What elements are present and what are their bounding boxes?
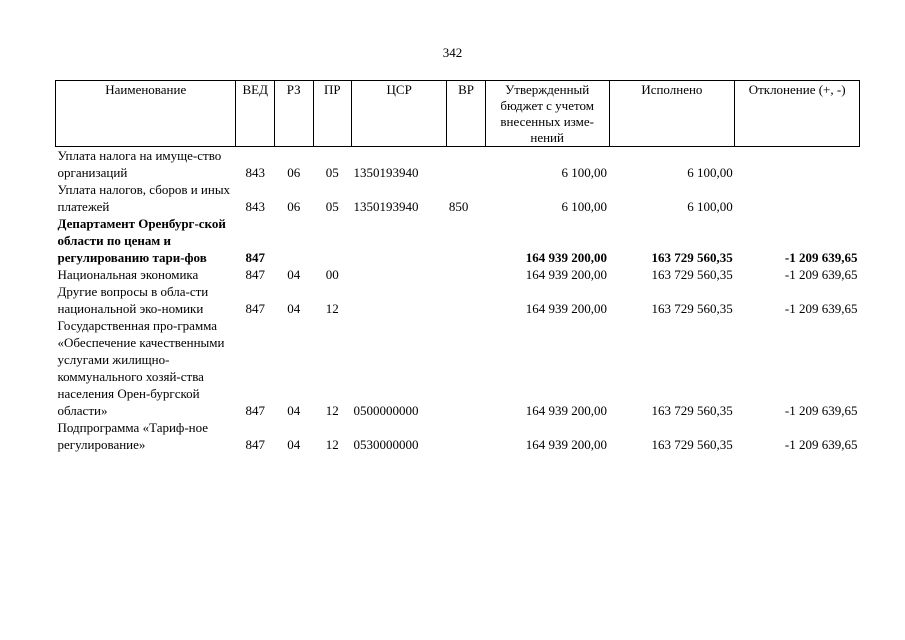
- cell-name: Департамент Оренбург-ской области по ценам и регулированию тари-фов: [57, 216, 226, 265]
- header-deviation: Отклонение (+, -): [735, 81, 860, 147]
- cell-approved: 164 939 200,00: [525, 267, 608, 282]
- cell-name: Другие вопросы в обла-сти национальной эко-номики: [57, 284, 209, 316]
- cell-vr: [447, 266, 486, 283]
- cell-deviation: -1 209 639,65: [784, 403, 858, 418]
- header-approved: Утвержденный бюджет с учетом внесенных изме-нений: [485, 81, 609, 147]
- cell-vr: 850: [448, 199, 469, 214]
- table-row: [56, 266, 860, 283]
- table-row: [56, 419, 860, 453]
- cell-deviation: -1 209 639,65: [784, 267, 858, 282]
- cell-approved: 6 100,00: [561, 165, 608, 180]
- cell-pr: 12: [325, 301, 339, 316]
- cell-rz: 04: [287, 403, 301, 418]
- table-row: [56, 215, 860, 266]
- cell-name: Национальная экономика: [57, 267, 199, 282]
- cell-executed: 163 729 560,35: [651, 437, 733, 452]
- cell-executed: 163 729 560,35: [651, 250, 733, 265]
- cell-name: Уплата налога на имуще-ство организаций: [57, 148, 222, 180]
- cell-csr: [352, 215, 447, 266]
- cell-name: Уплата налогов, сборов и иных платежей: [57, 182, 231, 214]
- cell-deviation: -1 209 639,65: [784, 437, 858, 452]
- cell-name: Государственная про-грамма «Обеспечение качественными услугами жилищно-коммунального хозяй-ства населения Орен-бургской области»: [57, 318, 225, 418]
- cell-csr: 0530000000: [353, 437, 419, 452]
- cell-ved: 847: [245, 301, 265, 316]
- cell-ved: 843: [245, 165, 265, 180]
- header-executed: Исполнено: [609, 81, 735, 147]
- cell-ved: 843: [245, 199, 265, 214]
- cell-pr: 12: [325, 403, 339, 418]
- cell-rz: 06: [287, 199, 301, 214]
- page-number: 342: [442, 45, 463, 60]
- cell-ved: 847: [245, 250, 265, 265]
- cell-deviation: [735, 147, 860, 182]
- cell-deviation: -1 209 639,65: [784, 250, 858, 265]
- cell-approved: 164 939 200,00: [525, 403, 608, 418]
- cell-approved: 164 939 200,00: [525, 250, 608, 265]
- cell-vr: [447, 147, 486, 182]
- cell-pr: [313, 215, 352, 266]
- cell-rz: [274, 215, 313, 266]
- cell-csr: 0500000000: [353, 403, 419, 418]
- cell-vr: [447, 419, 486, 453]
- header-rz: РЗ: [274, 81, 313, 147]
- cell-vr: [447, 317, 486, 419]
- cell-rz: 04: [287, 267, 301, 282]
- cell-pr: 12: [325, 437, 339, 452]
- cell-executed: 163 729 560,35: [651, 267, 733, 282]
- cell-csr: [352, 266, 447, 283]
- cell-ved: 847: [245, 267, 265, 282]
- cell-executed: 6 100,00: [687, 199, 733, 214]
- cell-name: Подпрограмма «Тариф-ное регулирование»: [57, 420, 209, 452]
- budget-table: [55, 80, 860, 453]
- header-csr: ЦСР: [352, 81, 447, 147]
- table-header-row: [56, 81, 860, 147]
- cell-csr: 1350193940: [353, 165, 419, 180]
- table-row: [56, 147, 860, 182]
- header-ved: ВЕД: [236, 81, 275, 147]
- cell-csr: 1350193940: [353, 199, 419, 214]
- cell-vr: [447, 215, 486, 266]
- cell-rz: 04: [287, 437, 301, 452]
- table-body: [56, 147, 860, 454]
- table-row: [56, 181, 860, 215]
- cell-pr: 05: [325, 165, 339, 180]
- cell-vr: [447, 283, 486, 317]
- cell-pr: 00: [325, 267, 339, 282]
- cell-approved: 164 939 200,00: [525, 301, 608, 316]
- table-row: [56, 317, 860, 419]
- cell-approved: 6 100,00: [561, 199, 608, 214]
- header-name: Наименование: [56, 81, 236, 147]
- header-vr: ВР: [447, 81, 486, 147]
- cell-executed: 6 100,00: [687, 165, 733, 180]
- cell-csr: [352, 283, 447, 317]
- cell-executed: 163 729 560,35: [651, 403, 733, 418]
- cell-rz: 04: [287, 301, 301, 316]
- cell-rz: 06: [287, 165, 301, 180]
- cell-ved: 847: [245, 403, 265, 418]
- cell-deviation: -1 209 639,65: [784, 301, 858, 316]
- cell-deviation: [735, 181, 860, 215]
- cell-ved: 847: [245, 437, 265, 452]
- cell-executed: 163 729 560,35: [651, 301, 733, 316]
- cell-pr: 05: [325, 199, 339, 214]
- header-pr: ПР: [313, 81, 352, 147]
- cell-approved: 164 939 200,00: [525, 437, 608, 452]
- table-row: [56, 283, 860, 317]
